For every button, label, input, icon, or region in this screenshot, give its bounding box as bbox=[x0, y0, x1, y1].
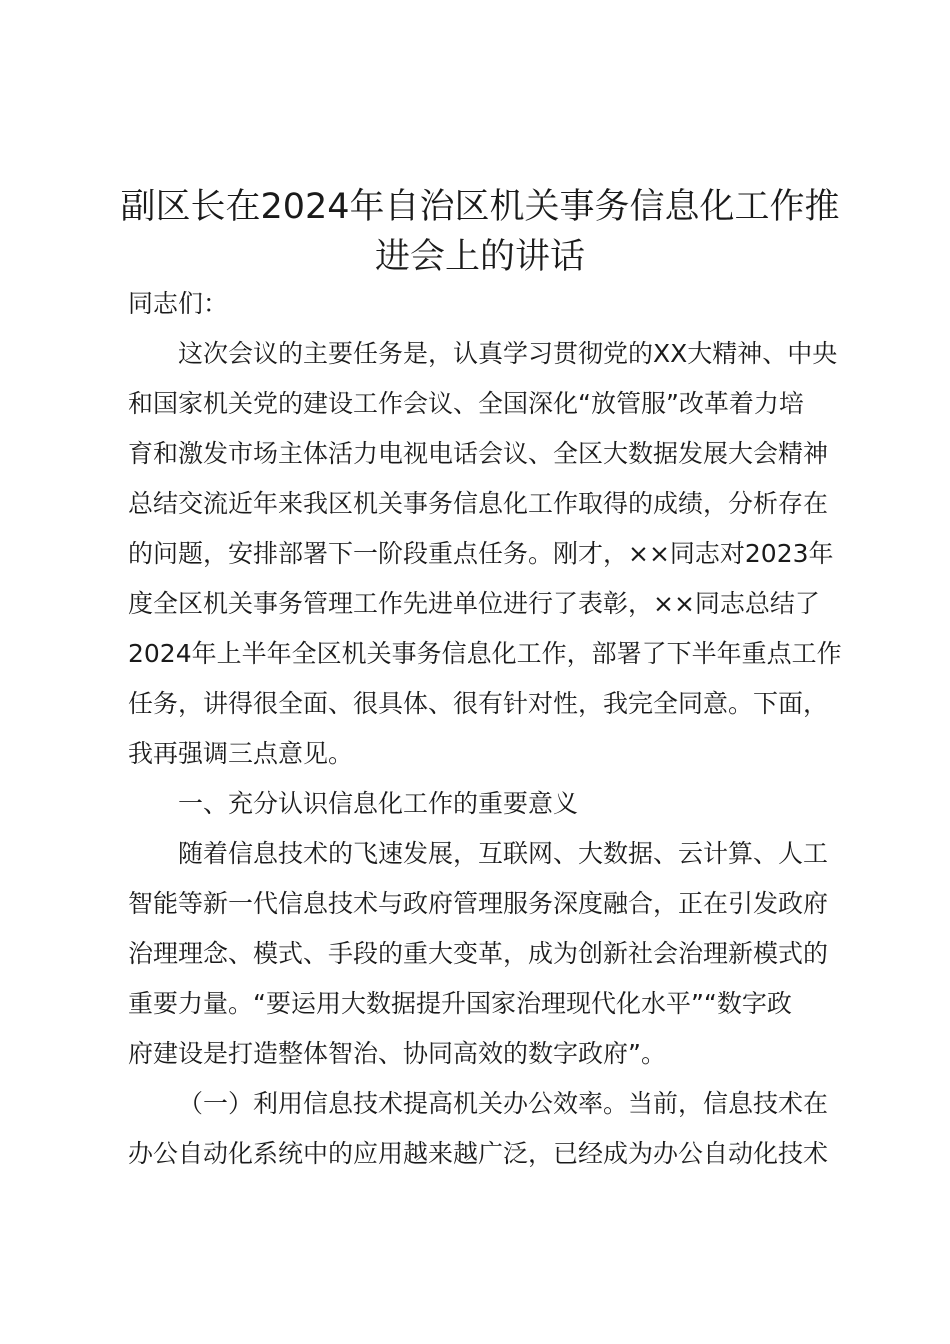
paragraph-line: 治理理念、模式、手段的重大变革，成为创新社会治理新模式的 bbox=[128, 939, 829, 968]
salutation: 同志们： bbox=[128, 289, 229, 318]
paragraph-line: 的问题，安排部署下一阶段重点任务。刚才，××同志对2023年 bbox=[128, 539, 834, 568]
paragraph-line: 办公自动化系统中的应用越来越广泛，已经成为办公自动化技术 bbox=[128, 1139, 829, 1168]
paragraph-line: 这次会议的主要任务是，认真学习贯彻党的XX大精神、中央 bbox=[178, 339, 838, 368]
paragraph-line: 度全区机关事务管理工作先进单位进行了表彰，××同志总结了 bbox=[128, 589, 820, 618]
paragraph-line: 和国家机关党的建设工作会议、全国深化“放管服”改革着力培 bbox=[128, 389, 804, 418]
paragraph-line: 总结交流近年来我区机关事务信息化工作取得的成绩，分析存在 bbox=[128, 489, 829, 518]
paragraph-line: 随着信息技术的飞速发展，互联网、大数据、云计算、人工 bbox=[178, 839, 829, 868]
paragraph-line: 我再强调三点意见。 bbox=[128, 739, 354, 768]
paragraph-line: 育和激发市场主体活力电视电话会议、全区大数据发展大会精神 bbox=[128, 439, 829, 468]
subsection-paragraph-line: （一）利用信息技术提高机关办公效率。当前，信息技术在 bbox=[178, 1089, 829, 1118]
document-title-line-2: 进会上的讲话 bbox=[374, 237, 585, 277]
paragraph-line: 2024年上半年全区机关事务信息化工作，部署了下半年重点工作 bbox=[128, 639, 842, 668]
paragraph-line: 智能等新一代信息技术与政府管理服务深度融合，正在引发政府 bbox=[128, 889, 829, 918]
document-title-line-1: 副区长在2024年自治区机关事务信息化工作推 bbox=[120, 187, 840, 227]
section-heading: 一、充分认识信息化工作的重要意义 bbox=[178, 789, 579, 818]
paragraph-line: 府建设是打造整体智治、协同高效的数字政府”。 bbox=[128, 1039, 666, 1068]
paragraph-line: 任务，讲得很全面、很具体、很有针对性，我完全同意。下面， bbox=[128, 689, 829, 718]
paragraph-line: 重要力量。“要运用大数据提升国家治理现代化水平”“数字政 bbox=[128, 989, 792, 1018]
